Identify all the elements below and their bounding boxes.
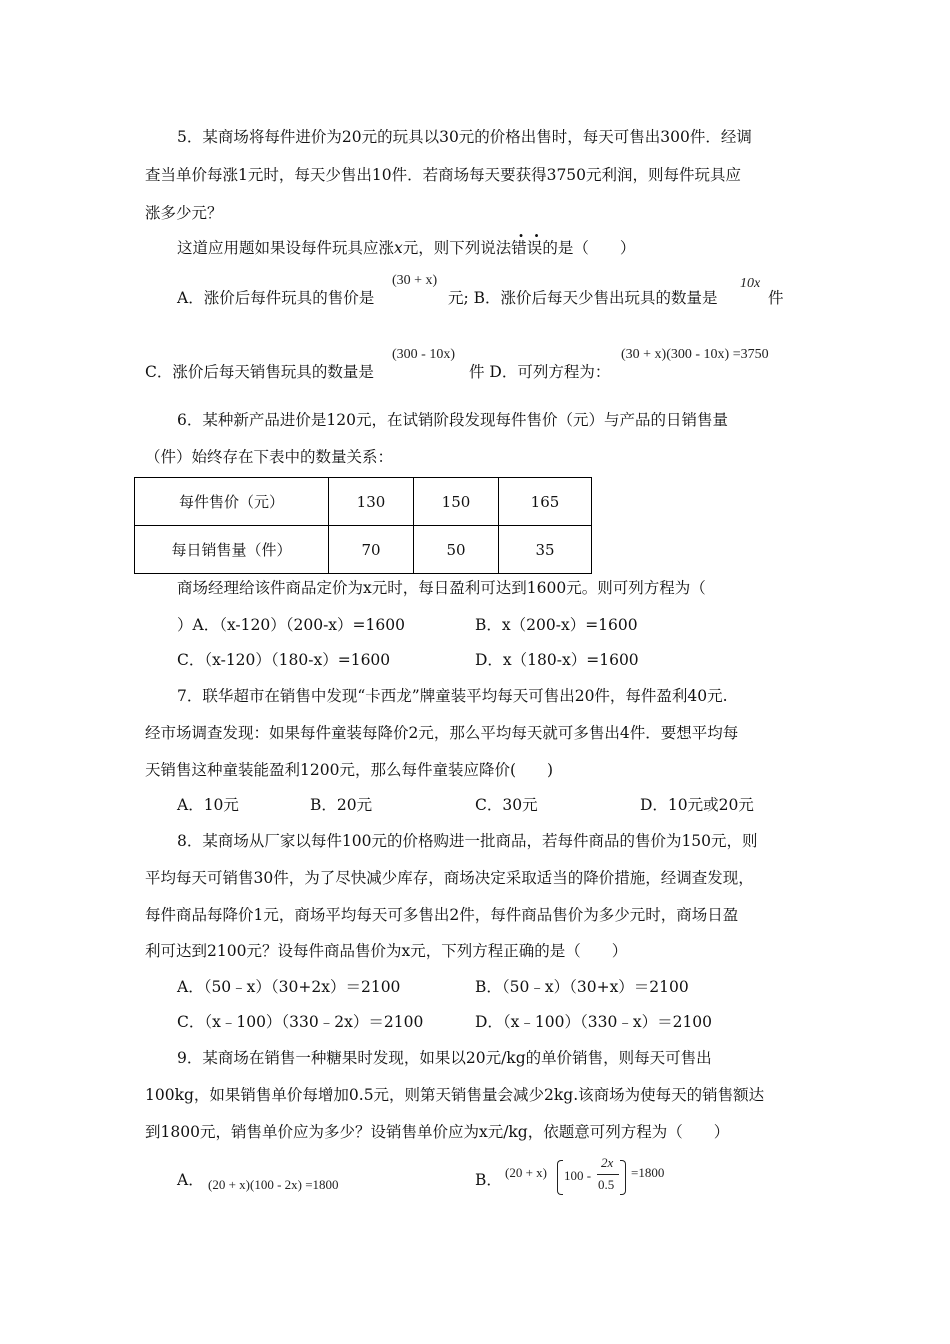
q8-option-b: B．（50﹣x）（30+x）＝2100	[475, 978, 689, 996]
q9-fraction-bar	[597, 1174, 619, 1175]
q9-denominator: 0.5	[598, 1177, 615, 1192]
q6-line2: （件）始终存在下表中的数量关系：	[145, 448, 394, 466]
q5-expr-a: (30 + x)	[392, 273, 438, 288]
table-cell: 50	[414, 526, 499, 574]
q5-option-c: C．涨价后每天销售玩具的数量是	[145, 363, 374, 381]
q7-line2: 经市场调查发现：如果每件童装每降价2元，那么平均每天就可多售出4件．要想平均每	[145, 724, 739, 742]
q5-unit-b: 件	[768, 289, 784, 307]
q8-line2: 平均每天可销售30件，为了尽快减少库存，商场决定采取适当的降价措施，经调查发现，	[145, 869, 754, 887]
q8-line1: 8．某商场从厂家以每件100元的价格购进一批商品，若每件商品的售价为150元，则	[177, 832, 758, 850]
q7-option-a: A．10元	[177, 796, 239, 814]
q6-option-b: B．x（200-x）=1600	[475, 616, 638, 634]
table-cell: 130	[329, 478, 414, 526]
q9-expr-b-factor: (20 + x)	[505, 1165, 547, 1180]
q5-option-d: 件 D．可列方程为：	[469, 363, 611, 381]
q9-line3: 到1800元，销售单价应为多少？设销售单价应为x元/kg，依题意可列方程为（ ）	[145, 1123, 730, 1141]
q8-option-d: D．（x﹣100）（330﹣x）＝2100	[475, 1013, 713, 1031]
q5-expr-c: (300 - 10x)	[392, 347, 455, 362]
q7-line1: 7．联华超市在销售中发现“卡西龙”牌童装平均每天可售出20件，每件盈利40元.	[177, 687, 728, 705]
q5-option-a: A．涨价后每件玩具的售价是	[177, 289, 375, 307]
q6-option-c: C．（x-120）（180-x）=1600	[177, 651, 391, 669]
table-cell: 150	[414, 478, 499, 526]
q6-line1: 6．某种新产品进价是120元，在试销阶段发现每件售价（元）与产品的日销售量	[177, 411, 728, 429]
table-row	[135, 478, 592, 526]
q9-line1: 9．某商场在销售一种糖果时发现，如果以20元/kg的单价销售，则每天可售出	[177, 1049, 712, 1067]
q9-option-a-label: A．	[177, 1171, 204, 1189]
table-row	[135, 526, 592, 574]
q8-line3: 每件商品每降价1元，商场平均每天可多售出2件，每件商品售价为多少元时，商场日盈	[145, 906, 739, 924]
q6-line3: 商场经理给该件商品定价为x元时，每日盈利可达到1600元。则可列方程为（	[177, 579, 706, 597]
table-cell: 70	[329, 526, 414, 574]
q5-expr-b: 10x	[740, 276, 761, 291]
q5-expr-d: (30 + x)(300 - 10x) =3750	[621, 347, 769, 362]
q7-option-b: B．20元	[310, 796, 373, 814]
q8-option-a: A．（50﹣x）（30+2x）＝2100	[177, 978, 401, 996]
q8-option-c: C．（x﹣100）（330﹣2x）＝2100	[177, 1013, 424, 1031]
q5-emphasis-2: 误	[526, 239, 543, 257]
q9-expr-b-result: =1800	[631, 1165, 665, 1180]
q5-line1: 5．某商场将每件进价为20元的玩具以30元的价格出售时，每天可售出300件．经调	[177, 128, 752, 146]
q5-line4	[177, 238, 635, 258]
price-sales-table	[134, 477, 592, 574]
q7-line3: 天销售这种童装能盈利1200元，那么每件童装应降价( )	[145, 761, 554, 779]
q6-option-d: D．x（180-x）=1600	[475, 651, 639, 669]
q9-left-bracket	[557, 1160, 563, 1195]
q5-emphasis-1: 错	[511, 239, 527, 257]
q5-line3: 涨多少元？	[145, 204, 223, 222]
q9-numerator: 2x	[601, 1155, 614, 1170]
table-row-label: 每日销售量（件）	[135, 526, 329, 574]
q9-option-b-label: B．	[475, 1171, 502, 1189]
table-cell: 35	[499, 526, 592, 574]
q9-expr-b-inner: 100 -	[564, 1168, 592, 1183]
q6-option-a: ）A．（x-120）（200-x）=1600	[177, 616, 405, 634]
q8-line4: 利可达到2100元？设每件商品售价为x元，下列方程正确的是（ ）	[145, 942, 628, 960]
q9-right-bracket	[620, 1160, 626, 1195]
q5-line2: 查当单价每涨1元时，每天少售出10件．若商场每天要获得3750元利润，则每件玩具应	[145, 166, 742, 184]
q9-line2: 100kg，如果销售单价每增加0.5元，则第天销售量会减少2kg.该商场为使每天的销售额达	[145, 1086, 765, 1104]
q5-variable: x	[394, 239, 403, 257]
q5-option-b: 元; B．涨价后每天少售出玩具的数量是	[448, 289, 718, 307]
q7-option-d: D．10元或20元	[640, 796, 754, 814]
q5-prompt-a: 这道应用题如果设每件玩具应涨	[177, 239, 395, 257]
q9-expr-a: (20 + x)(100 - 2x) =1800	[208, 1177, 339, 1192]
q5-prompt-b: 元，则下列说法	[402, 239, 512, 257]
q5-prompt-c: 的是（ ）	[542, 239, 636, 257]
q7-option-c: C．30元	[475, 796, 538, 814]
table-row-label: 每件售价（元）	[135, 478, 329, 526]
table-cell: 165	[499, 478, 592, 526]
